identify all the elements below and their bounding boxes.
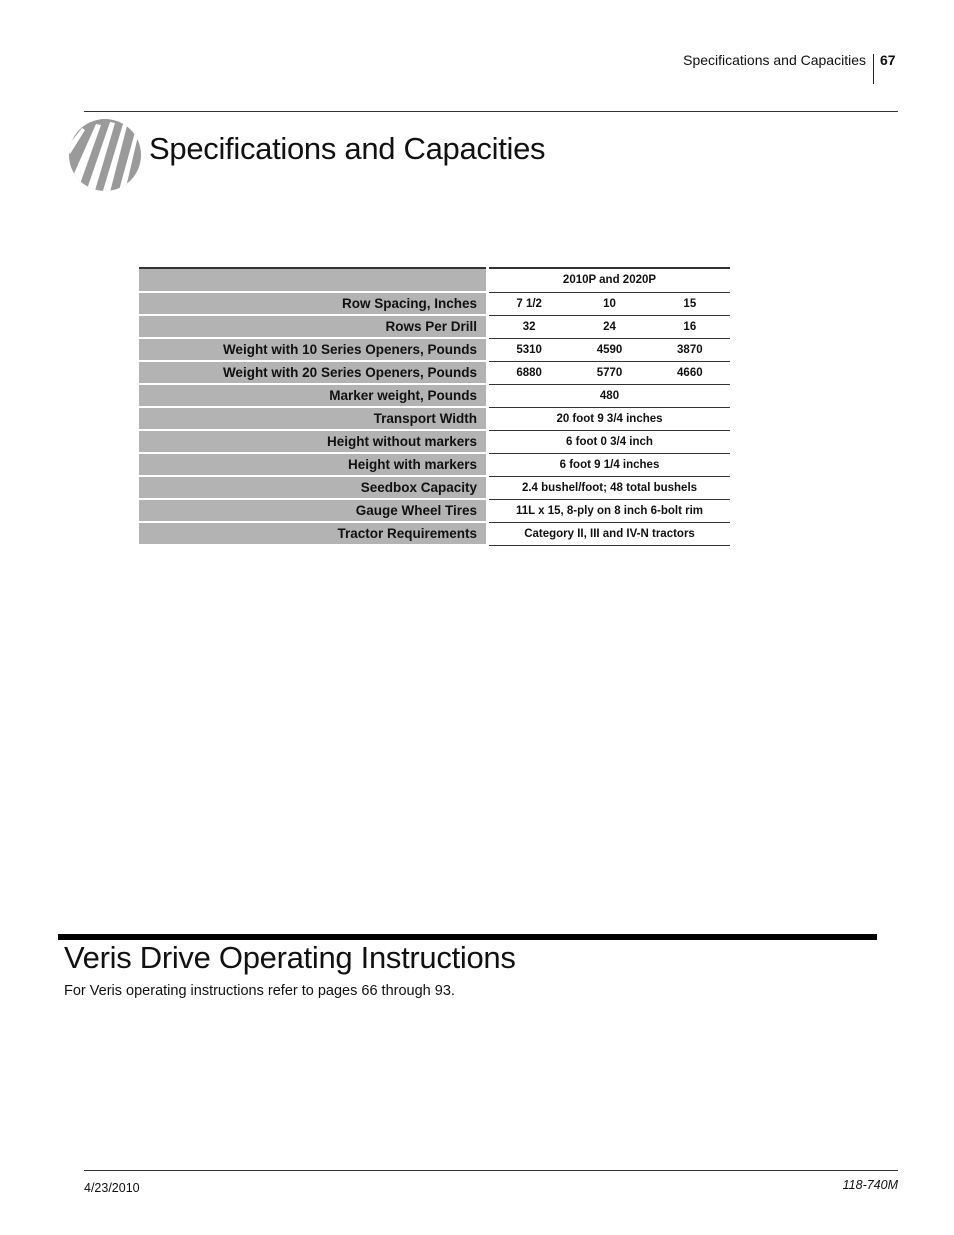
row-value: 5310 [489,338,569,361]
row-value: 4590 [569,338,649,361]
row-value: 5770 [569,361,649,384]
table-row [139,453,730,476]
table-row [139,292,730,315]
row-value: 11L x 15, 8-ply on 8 inch 6-bolt rim [489,499,730,522]
table-row [139,315,730,338]
row-value: 15 [650,292,730,315]
row-label: Seedbox Capacity [139,476,486,499]
row-label: Height without markers [139,430,486,453]
row-label: Rows Per Drill [139,315,486,338]
veris-section-text: For Veris operating instructions refer to pages 66 through 93. [64,983,455,999]
row-value: 6 foot 0 3/4 inch [489,430,730,453]
header-label-cell [139,268,486,292]
field-rows-logo-icon [68,118,142,192]
page-number: 67 [880,52,896,68]
row-label: Weight with 10 Series Openers, Pounds [139,338,486,361]
row-value: 10 [569,292,649,315]
table-row [139,407,730,430]
table-row [139,476,730,499]
model-header: 2010P and 2020P [489,268,730,292]
row-value: 16 [650,315,730,338]
row-value: 2.4 bushel/foot; 48 total bushels [489,476,730,499]
header-section-name: Specifications and Capacities [683,52,866,68]
row-value: 4660 [650,361,730,384]
row-label: Marker weight, Pounds [139,384,486,407]
row-value: 6880 [489,361,569,384]
row-value: 24 [569,315,649,338]
table-row [139,522,730,545]
section-title: Specifications and Capacities [149,131,546,166]
row-label: Transport Width [139,407,486,430]
row-value: 7 1/2 [489,292,569,315]
footer-doc-number: 118-740M [842,1178,898,1192]
row-value: 20 foot 9 3/4 inches [489,407,730,430]
row-label: Height with markers [139,453,486,476]
table-row [139,430,730,453]
bottom-rule [84,1170,898,1171]
specifications-table [139,267,730,546]
row-label: Weight with 20 Series Openers, Pounds [139,361,486,384]
table-header-row [139,268,730,292]
row-value: 3870 [650,338,730,361]
table-row [139,361,730,384]
footer-date: 4/23/2010 [84,1181,140,1195]
row-label: Row Spacing, Inches [139,292,486,315]
row-value: 480 [489,384,730,407]
row-value: 32 [489,315,569,338]
table-row [139,499,730,522]
veris-section-title: Veris Drive Operating Instructions [64,940,516,975]
row-label: Gauge Wheel Tires [139,499,486,522]
row-label: Tractor Requirements [139,522,486,545]
header-divider [873,54,874,84]
table-row [139,384,730,407]
row-value: 6 foot 9 1/4 inches [489,453,730,476]
table-row [139,338,730,361]
top-rule [84,111,898,112]
row-value: Category II, III and IV-N tractors [489,522,730,545]
